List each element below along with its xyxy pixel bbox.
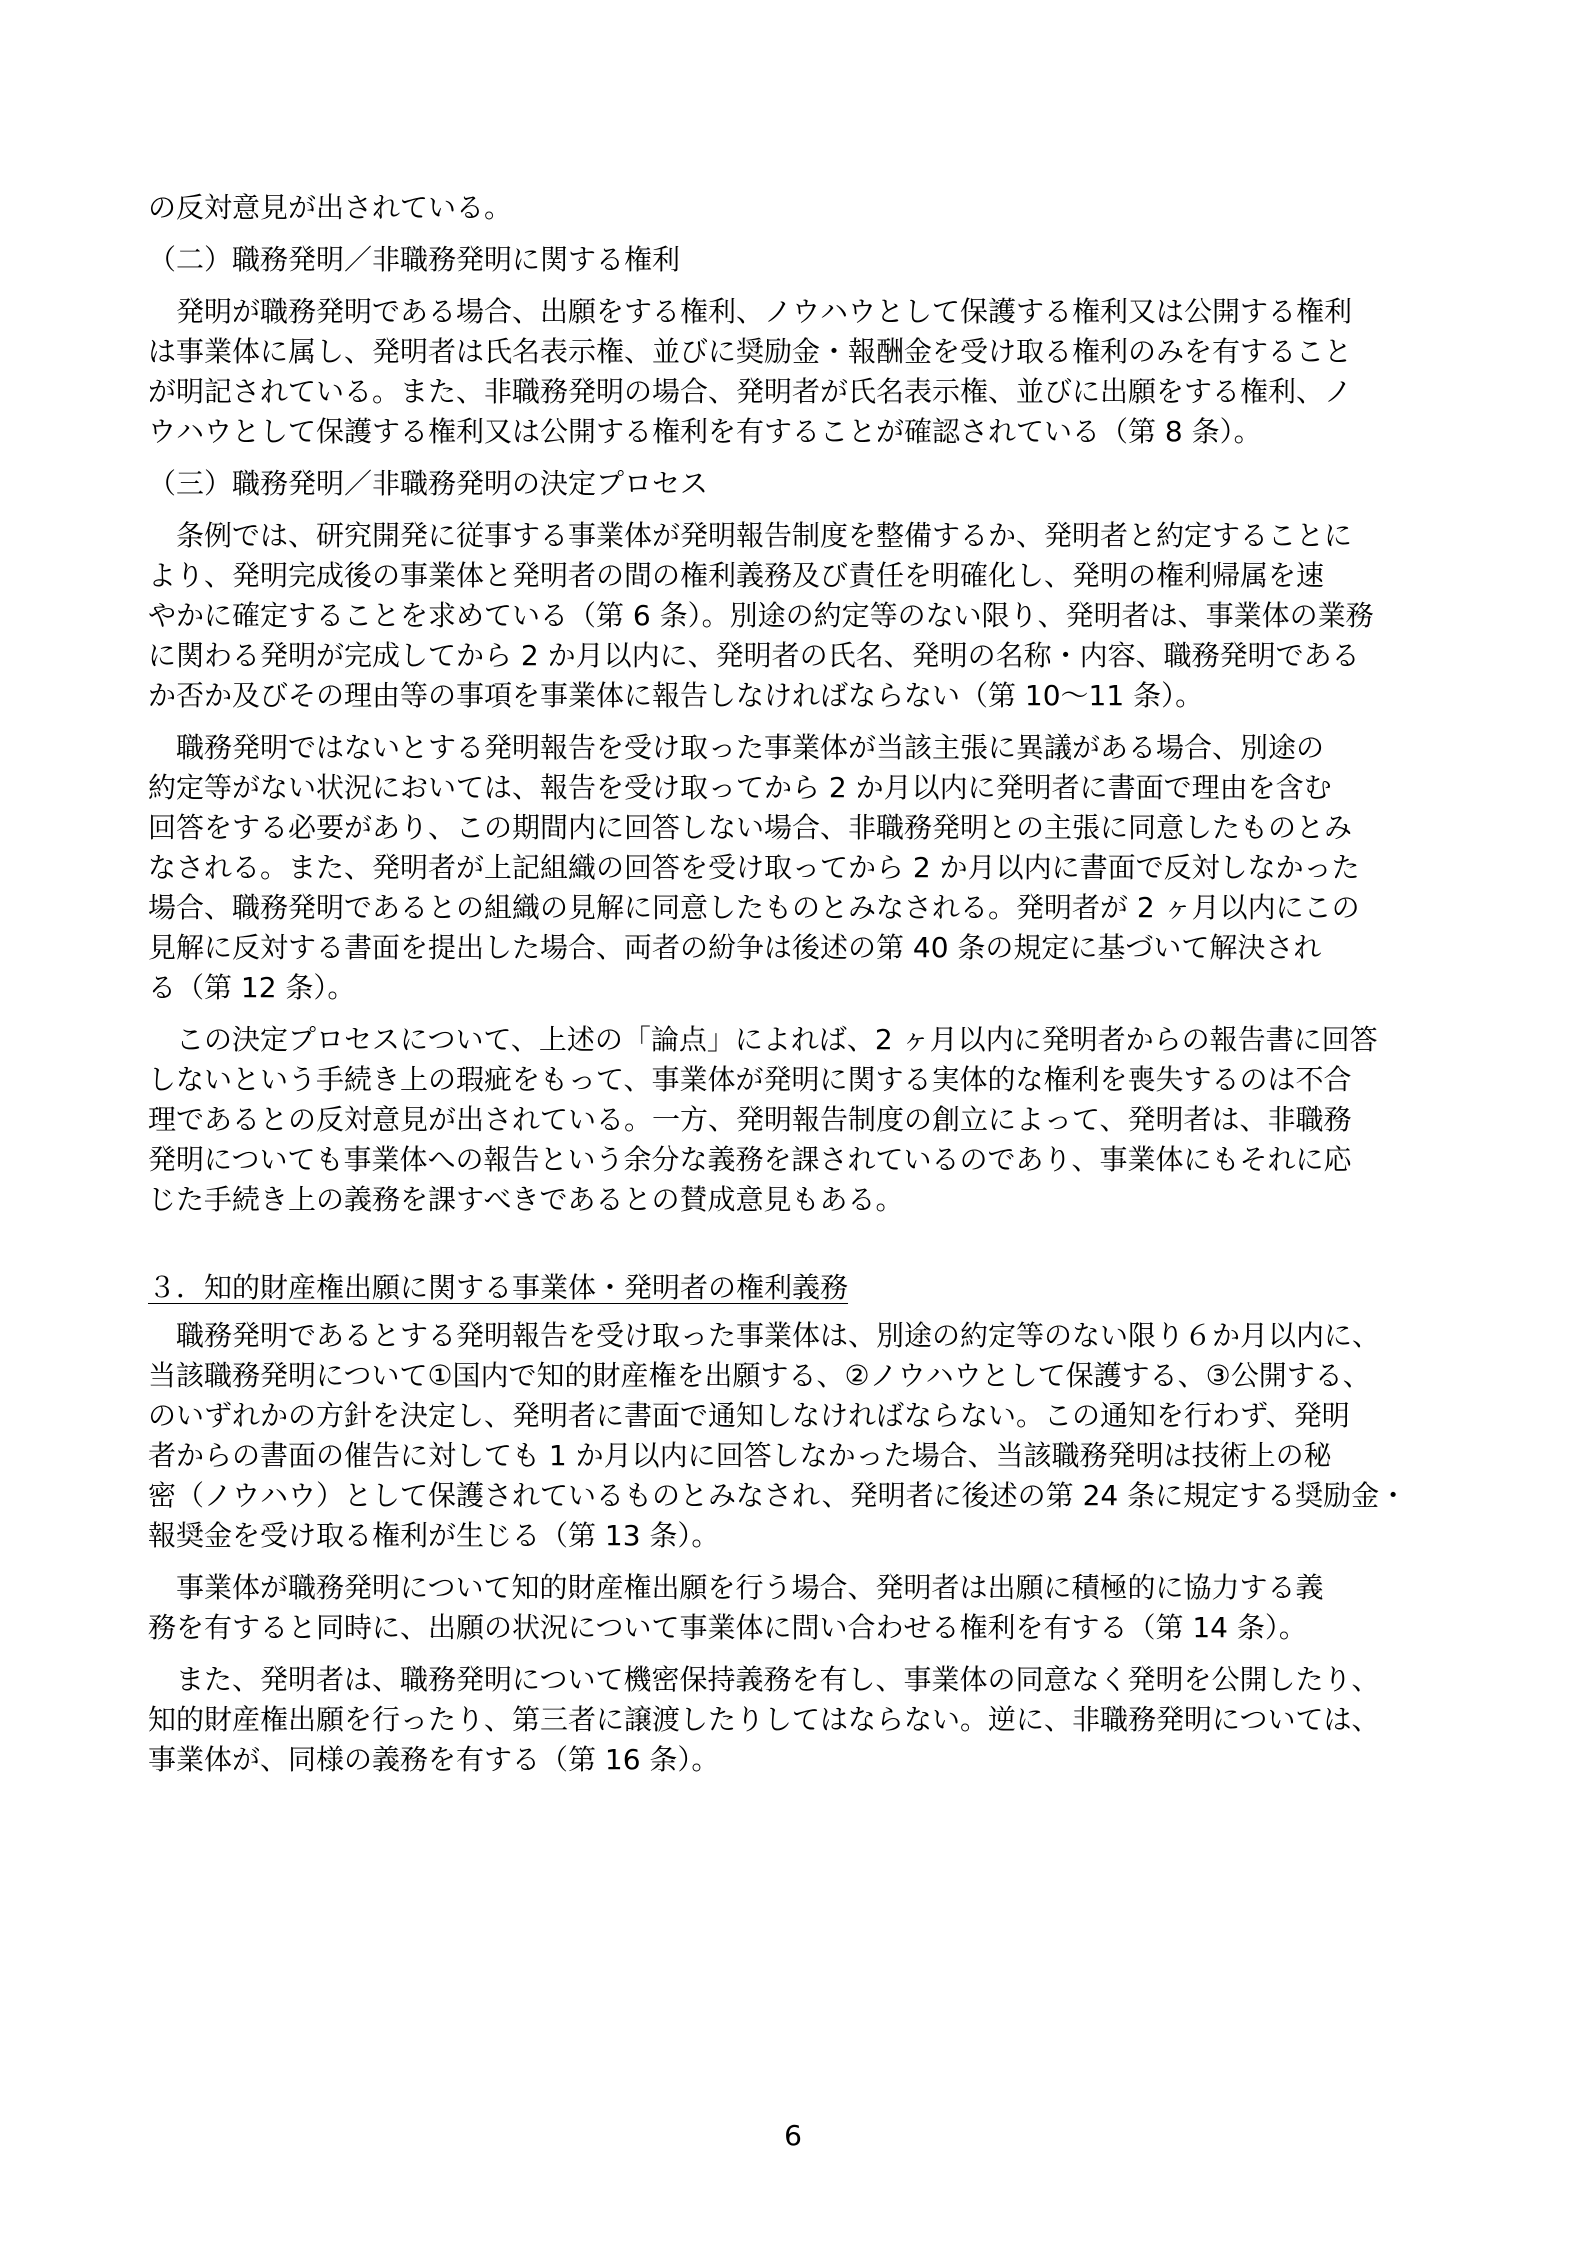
text-line: なされる。また、発明者が上記組織の回答を受け取ってから 2 か月以内に書面で反対しなかった (148, 851, 1360, 884)
text-line: ウハウとして保護する権利又は公開する権利を有することが確認されている（第 8 条）。 (148, 415, 1262, 448)
text-line: 場合、職務発明であるとの組織の見解に同意したものとみなされる。発明者が 2 ヶ月以内にこの (148, 891, 1360, 924)
text-line: 者からの書面の催告に対しても 1 か月以内に回答しなかった場合、当該職務発明は技術上の秘 (148, 1439, 1332, 1472)
text-line: じた手続き上の義務を課すべきであるとの賛成意見もある。 (148, 1183, 904, 1216)
text-line: しないという手続き上の瑕疵をもって、事業体が発明に関する実体的な権利を喪失するのは不合 (148, 1063, 1352, 1096)
text-line: やかに確定することを求めている（第 6 条）。別途の約定等のない限り、発明者は、事業体の業務 (148, 599, 1374, 632)
text-line: のいずれかの方針を決定し、発明者に書面で通知しなければならない。この通知を行わず、発明 (148, 1399, 1350, 1432)
text-line: 報奨金を受け取る権利が生じる（第 13 条）。 (148, 1519, 720, 1552)
paragraph-cooperation (148, 1568, 1438, 1648)
text-line: 知的財産権出願を行ったり、第三者に譲渡したりしてはならない。逆に、非職務発明については、 (148, 1703, 1380, 1736)
section-heading-3 (148, 1268, 1438, 1308)
text-line: 当該職務発明について①国内で知的財産権を出願する、②ノウハウとして保護する、③公開する、 (148, 1359, 1371, 1392)
heading-text: ３．知的財産権出願に関する事業体・発明者の権利義務 (148, 1271, 849, 1304)
text-line: に関わる発明が完成してから 2 か月以内に、発明者の氏名、発明の名称・内容、職務発明である (148, 639, 1360, 672)
text-line: 発明が職務発明である場合、出願をする権利、ノウハウとして保護する権利又は公開する権利 (176, 295, 1353, 328)
text-line: 理であるとの反対意見が出されている。一方、発明報告制度の創立によって、発明者は、非職務 (148, 1103, 1352, 1136)
text-line: 事業体が職務発明について知的財産権出願を行う場合、発明者は出願に積極的に協力する義 (176, 1571, 1324, 1604)
subsection-heading-rights (148, 240, 1438, 280)
text-line: る（第 12 条）。 (148, 971, 356, 1004)
paragraph-confidentiality (148, 1660, 1438, 1780)
text-line: 発明についても事業体への報告という余分な義務を課されているのであり、事業体にもそれに応 (148, 1143, 1352, 1176)
paragraph-rights (148, 292, 1438, 452)
heading-text: （三）職務発明／非職務発明の決定プロセス (148, 467, 709, 500)
paragraph-opinions (148, 1020, 1438, 1220)
text-line: 条例では、研究開発に従事する事業体が発明報告制度を整備するか、発明者と約定することに (176, 519, 1353, 552)
paragraph-notification (148, 1316, 1438, 1556)
text-line: 職務発明であるとする発明報告を受け取った事業体は、別途の約定等のない限り６か月以内に、 (176, 1319, 1381, 1352)
text-line: は事業体に属し、発明者は氏名表示権、並びに奨励金・報酬金を受け取る権利のみを有すること (148, 335, 1353, 368)
paragraph-objection (148, 728, 1438, 1008)
text-line: 見解に反対する書面を提出した場合、両者の紛争は後述の第 40 条の規定に基づいて解決され (148, 931, 1322, 964)
text-line: が明記されている。また、非職務発明の場合、発明者が氏名表示権、並びに出願をする権利、ノ (148, 375, 1353, 408)
text-line: より、発明完成後の事業体と発明者の間の権利義務及び責任を明確化し、発明の権利帰属を速 (148, 559, 1325, 592)
paragraph-continuation (148, 188, 1438, 228)
text-line: 務を有すると同時に、出願の状況について事業体に問い合わせる権利を有する（第 14 条）。 (148, 1611, 1307, 1644)
text-line: また、発明者は、職務発明について機密保持義務を有し、事業体の同意なく発明を公開したり、 (176, 1663, 1380, 1696)
text-line: 回答をする必要があり、この期間内に回答しない場合、非職務発明との主張に同意したものとみ (148, 811, 1353, 844)
text-line: この決定プロセスについて、上述の「論点」によれば、2 ヶ月以内に発明者からの報告書に回答 (176, 1023, 1378, 1056)
text-line: 事業体が、同様の義務を有する（第 16 条）。 (148, 1743, 720, 1776)
document-body (148, 188, 1438, 1792)
text-line: 職務発明ではないとする発明報告を受け取った事業体が当該主張に異議がある場合、別途の (176, 731, 1325, 764)
text-line: の反対意見が出されている。 (148, 191, 513, 224)
page-number: 6 (784, 2119, 802, 2152)
subsection-heading-process (148, 464, 1438, 504)
paragraph-regulation (148, 516, 1438, 716)
text-line: か否か及びその理由等の事項を事業体に報告しなければならない（第 10〜11 条）。 (148, 679, 1204, 712)
text-line: 密（ノウハウ）として保護されているものとみなされ、発明者に後述の第 24 条に規定する奨励金・ (148, 1479, 1408, 1512)
heading-text: （二）職務発明／非職務発明に関する権利 (148, 243, 681, 276)
text-line: 約定等がない状況においては、報告を受け取ってから 2 か月以内に発明者に書面で理由を含む (148, 771, 1332, 804)
